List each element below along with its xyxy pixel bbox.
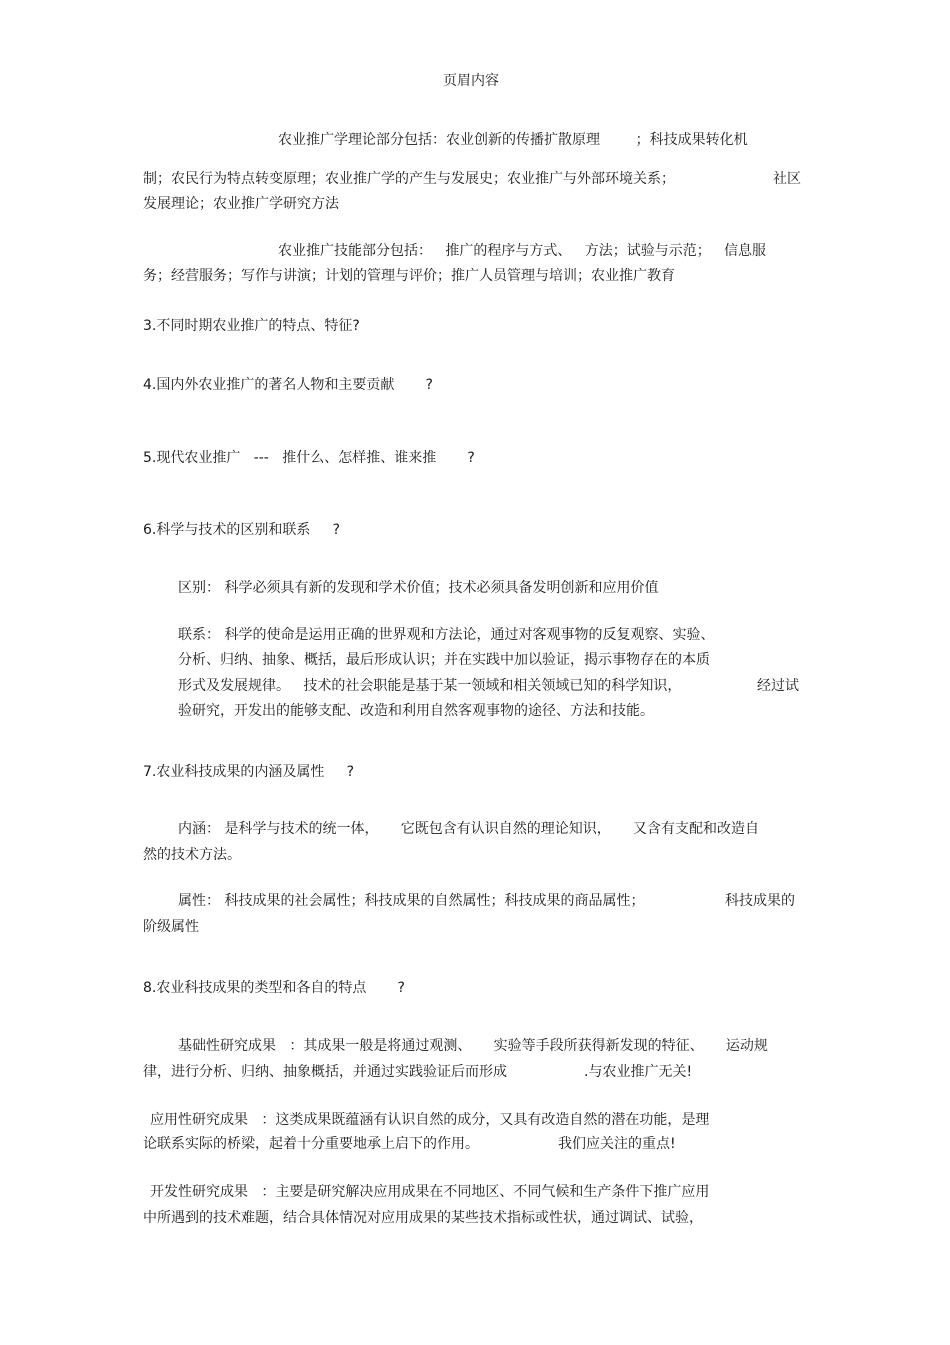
q6-relation-3-end: 经过试 [757,678,799,694]
q8-applied-2-end: 我们应关注的重点! [558,1136,676,1152]
theory-line-2: 制；农民行为特点转变原理；农业推广学的产生与发展史；农业推广与外部环境关系； [143,171,675,187]
theory-line-2-end: 社区 [773,171,801,187]
question-5: 5.现代农业推广 --- 推什么、怎样推、谁来推 ? [143,450,475,466]
q7-connotation-1: 内涵： 是科学与技术的统一体， 它既包含有认识自然的理论知识， 又含有支配和改造自 [178,821,759,837]
q8-dev-2: 中所遇到的技术难题，结合具体情况对应用成果的某些技术指标或性状，通过调试、试验， [143,1210,703,1226]
q8-dev-1: 开发性研究成果 ：主要是研究解决应用成果在不同地区、不同气候和生产条件下推广应用 [150,1184,710,1200]
q7-attributes-2: 阶级属性 [143,919,199,935]
question-4: 4.国内外农业推广的著名人物和主要贡献 ? [143,377,433,393]
question-7: 7.农业科技成果的内涵及属性 ? [143,764,355,780]
skills-line-1: 农业推广技能部分包括： 推广的程序与方式、 方法；试验与示范； 信息服 [278,243,767,259]
q6-difference: 区别： 科学必须具有新的发现和学术价值；技术必须具备发明创新和应用价值 [178,580,659,596]
q8-applied-2: 论联系实际的桥梁，起着十分重要地承上启下的作用。 [143,1136,479,1152]
question-8: 8.农业科技成果的类型和各自的特点 ? [143,980,405,996]
question-6: 6.科学与技术的区别和联系 ? [143,522,341,538]
q7-attributes-1: 属性： 科技成果的社会属性；科技成果的自然属性；科技成果的商品属性； [178,893,645,909]
skills-line-2: 务；经营服务；写作与讲演；计划的管理与评价；推广人员管理与培训；农业推广教育 [143,268,675,284]
question-3: 3.不同时期农业推广的特点、特征? [143,318,360,334]
q6-relation-1: 联系： 科学的使命是运用正确的世界观和方法论，通过对客观事物的反复观察、实验、 [178,627,715,643]
q6-relation-2: 分析、归纳、抽象、概括，最后形成认识；并在实践中加以验证，揭示事物存在的本质 [178,652,710,668]
page-header: 页眉内容 [443,73,499,89]
theory-line-1: 农业推广学理论部分包括：农业创新的传播扩散原理 ；科技成果转化机 [278,132,748,148]
q8-basic-2-end: .与农业推广无关! [584,1064,693,1080]
q8-basic-1: 基础性研究成果 ：其成果一般是将通过观测、 实验等手段所获得新发现的特征、 运动规 [178,1038,768,1054]
q6-relation-3: 形式及发展规律。 技术的社会职能是基于某一领域和相关领域已知的科学知识， [178,678,682,694]
q8-applied-1: 应用性研究成果 ：这类成果既蕴涵有认识自然的成分，又具有改造自然的潜在功能，是理 [150,1112,710,1128]
q7-connotation-2: 然的技术方法。 [143,847,241,863]
q7-attributes-1-end: 科技成果的 [725,893,795,909]
q8-basic-2: 律，进行分析、归纳、抽象概括，并通过实践验证后而形成 [143,1064,507,1080]
q6-relation-4: 验研究，开发出的能够支配、改造和利用自然客观事物的途径、方法和技能。 [178,703,654,719]
theory-line-3: 发展理论；农业推广学研究方法 [143,196,339,212]
